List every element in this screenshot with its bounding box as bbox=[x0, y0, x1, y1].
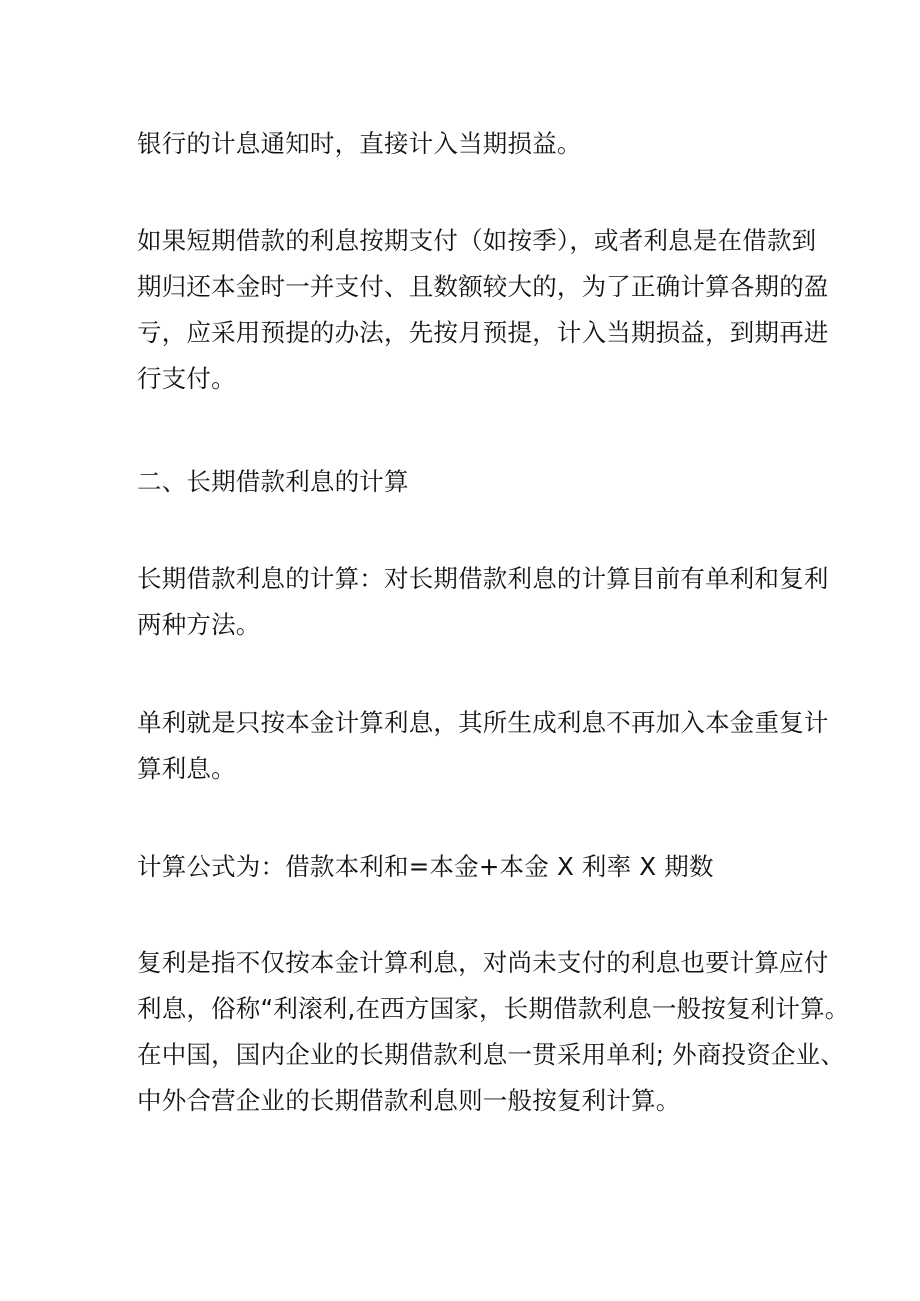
text-line: 亏，应采用预提的办法，先按月预提，计入当期损益，到期再进 bbox=[137, 318, 829, 347]
paragraph-interest-notice bbox=[137, 121, 797, 167]
text-line: 利息，俗称“利滚利,在西方国家，长期借款利息一般按复利计算。 bbox=[137, 994, 850, 1023]
paragraph-short-term-accrual bbox=[137, 218, 829, 402]
text-line: 长期借款利息的计算：对长期借款利息的计算目前有单利和复利 bbox=[137, 564, 829, 593]
text-line: 复利是指不仅按本金计算利息，对尚未支付的利息也要计算应付 bbox=[137, 948, 829, 977]
text-line: 期归还本金时一并支付、且数额较大的，为了正确计算各期的盈 bbox=[137, 272, 829, 301]
section-heading-long-term-interest bbox=[137, 459, 797, 505]
text-line: 在中国，国内企业的长期借款利息一贯采用单利; 外商投资企业、 bbox=[137, 1040, 846, 1069]
text-line: 中外合营企业的长期借款利息则一般按复利计算。 bbox=[137, 1086, 681, 1115]
text-line: 银行的计息通知时，直接计入当期损益。 bbox=[137, 129, 582, 158]
text-line: 二、长期借款利息的计算 bbox=[137, 467, 409, 496]
paragraph-calculation-methods bbox=[137, 556, 829, 648]
paragraph-simple-interest bbox=[137, 700, 829, 792]
text-line: 算利息。 bbox=[137, 754, 236, 783]
paragraph-compound-interest bbox=[137, 940, 850, 1124]
text-line: 如果短期借款的利息按期支付（如按季），或者利息是在借款到 bbox=[137, 226, 817, 255]
text-line: 行支付。 bbox=[137, 364, 236, 393]
text-line: 计算公式为：借款本利和=本金+本金 X 利率 X 期数 bbox=[137, 852, 714, 881]
paragraph-formula bbox=[137, 844, 797, 890]
text-line: 单利就是只按本金计算利息，其所生成利息不再加入本金重复计 bbox=[137, 708, 829, 737]
text-line: 两种方法。 bbox=[137, 610, 261, 639]
